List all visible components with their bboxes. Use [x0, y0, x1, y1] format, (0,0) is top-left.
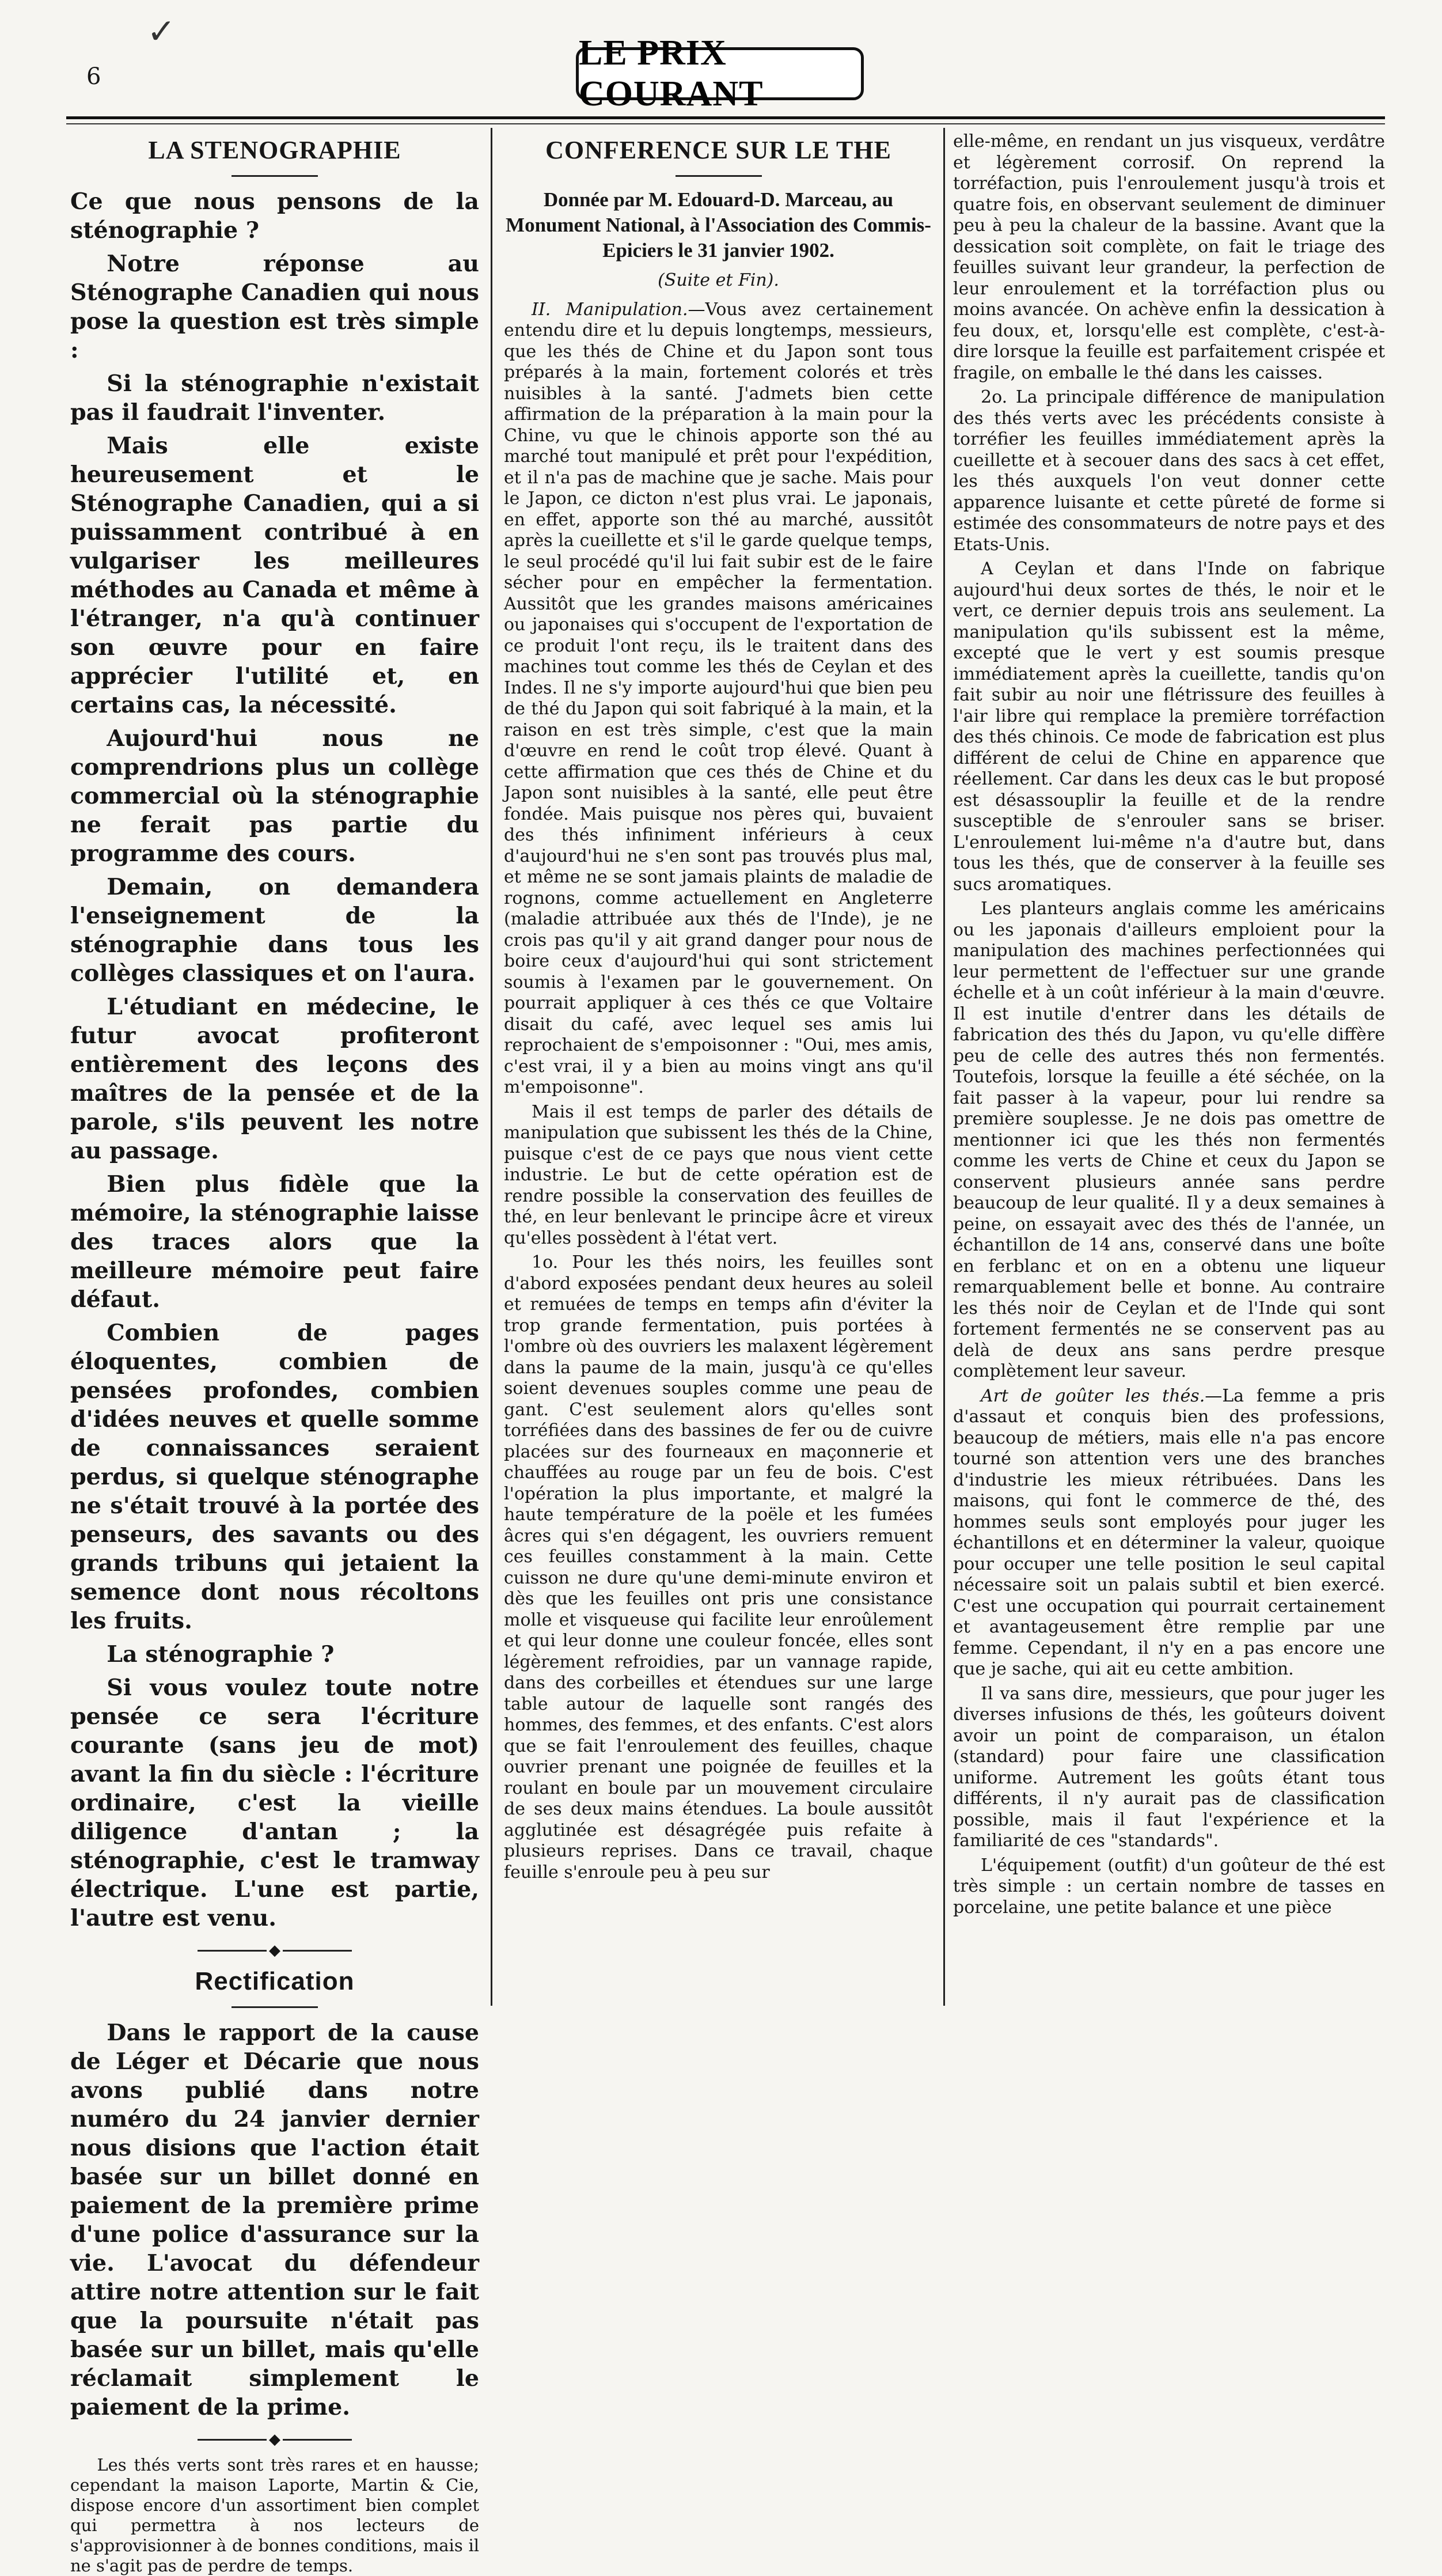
- logo-text: LE PRIX COURANT: [579, 33, 764, 113]
- paragraph: La sténographie ?: [107, 1641, 335, 1668]
- newspaper-logo: [576, 33, 864, 113]
- article-title-stenographie: LA STENOGRAPHIE: [148, 136, 401, 164]
- page-number: 6: [86, 63, 101, 90]
- paragraph: II. Manipulation.—Vous avez certainement entendu dire et lu depuis longtemps, messieurs, que les thés de Chine et du Japon sont tous préparés à la main, fortement colorés et très nuisibles à la santé. J'admets bien cette affirmation de la préparation à la main pour la Chine, vu que le chinois apporte son thé au marché tout manipulé et prêt pour l'expédition, et il n'a pas de machine que je sache. Mais pour le Japon, ce dicton n'est plus vrai. Le japonais, en effet, apporte son thé au marché, aussitôt après la cueillette et s'il le garde quelque temps, le seul procédé qu'il lui fait subir est de le faire sécher pour en empêcher la fermentation. Aussitôt que les grandes maisons américaines ou japonaises qui s'occupent de l'exportation de ce produit l'ont reçu, ils le traitent dans des machines tout comme les thés de Ceylan et des Indes. Il ne s'y importe aujourd'hui que bien peu de thé du Japon qui soit fabriqué à la main, et la raison en est très simple, c'est que la main d'œuvre en rend le coût trop élevé. Quant à cette affirmation que ces thés de Chine et du Japon sont nuisibles à la santé, elle peut être fondée. Mais puisque nos pères qui, buvaient des thés infiniment inférieurs à ceux d'aujourd'hui ne s'en sont pas trouvés plus mal, et même ne se sont jamais plaints de maladie de rognons, comme actuellement en Angleterre (maladie attribuée aux thés de l'Inde), je ne crois pas qu'il y ait grand danger pour nous de boire ceux d'aujourd'hui qui sont strictement soumis à l'examen par le gouvernement. On pourrait appliquer à ces thés ce que Voltaire disait du café, avec lequel ses amis lui reprochaient de s'empoisonner : "Oui, mes amis, c'est vrai, il y a bien au moins vingt ans qu'il m'empoisonne".: [504, 299, 933, 1097]
- title-rule: [232, 175, 318, 177]
- paragraph: Si la sténographie n'existait pas il faudrait l'inventer.: [70, 370, 479, 426]
- title-rule: [232, 2006, 318, 2008]
- article-title-rectification: Rectification: [195, 1967, 355, 1995]
- pen-check-mark: ✓: [147, 12, 176, 52]
- header-rule: [66, 116, 1385, 119]
- paragraph: 1o. Pour les thés noirs, les feuilles sont d'abord exposées pendant deux heures au soleil et remuées de temps en temps afin d'éviter la trop grande fermentation, puis portées à l'ombre où des ouvriers les malaxent légèrement dans la paume de la main, jusqu'à ce qu'elles soient devenues souples comme une peau de gant. C'est seulement alors qu'elles sont torréfiées dans des bassines de fer ou de cuivre placées sur des fourneaux en maçonnerie et chauffées au rouge par un feu de bois. C'est l'opération la plus importante, et malgré la haute température de la poële et les fumées âcres qui s'en dégagent, les ouvriers remuent ces feuilles constamment à la main. Cette cuisson ne dure qu'une demi-minute environ et dès que les feuilles ont pris une consistance molle et visqueuse qui facilite leur enroûlement et qui leur donne une couleur foncée, elles sont légèrement refroidies, par un vannage rapide, dans des corbeilles et étendues sur une large table autour de laquelle sont rangés des hommes, des femmes, et des enfants. C'est alors que se fait l'enroulement des feuilles, chaque ouvrier prenant une poignée de feuilles et la roulant en boule par un mouvement circulaire de ses deux mains étendues. La boule aussitôt agglutinée est désagrégée puis refaite à plusieurs reprises. Dans ce travail, chaque feuille s'enroule peu à peu sur: [504, 1252, 933, 1882]
- paragraph: Aujourd'hui nous ne comprendrions plus un collège commercial où la sténographie ne ferait pas partie du programme des cours.: [70, 725, 479, 867]
- paragraph: Combien de pages éloquentes, combien de pensées profondes, combien d'idées neuves et quelle somme de connaissances seraient perdus, si quelque sténographe ne s'était trouvé à la portée des penseurs, des savants ou des grands tribuns qui jetaient la semence dont nous récoltons les fruits.: [70, 1320, 479, 1634]
- column-divider-2: [943, 128, 945, 2006]
- title-rule: [676, 175, 762, 177]
- paragraph: L'équipement (outfit) d'un goûteur de thé est très simple : un certain nombre de tasses en porcelaine, une petite balance et une pièce: [953, 1855, 1385, 1918]
- paragraph: A Ceylan et dans l'Inde on fabrique aujourd'hui deux sortes de thés, le noir et le vert, ce dernier depuis trois ans seulement. La manipulation qu'ils subissent est la même, excepté que le vert y est soumis presque immédiatement après la cueillette, tandis qu'on fait subir au noir une flétrissure des feuilles à l'air libre qui remplace la première torréfaction des thés chinois. Ce mode de fabrication est plus différent de celui de Chine en apparence que réellement. Car dans les deux cas le but proposé est désassouplir la feuille et de la rendre susceptible de s'enrouler sans se briser. L'enroulement lui-même n'a d'autre but, dans tous les thés, que de conserver à la feuille ses sucs aromatiques.: [953, 559, 1385, 895]
- section-lead: Art de goûter les thés.: [981, 1385, 1205, 1406]
- column-conference-the: [504, 131, 933, 2015]
- paragraph: Art de goûter les thés.—La femme a pris d'assaut et conquis bien des professions, beaucoup de métiers, mais elle n'a pas encore tourné son attention vers une des branches d'industrie les mieux rétribuées. Dans les maisons, qui font le commerce de thé, des hommes seuls sont employés pour juger les échantillons et en déterminer la valeur, quoique pour occuper une telle position le seul capital nécessaire soit un palais subtil et bien exercé. C'est une occupation qui pourrait certainement et avantageusement être remplie par une femme. Cependant, il n'y en a pas encore une que je sache, qui ait eu cette ambition.: [953, 1385, 1385, 1679]
- section-lead: II. Manipulation.: [532, 299, 688, 320]
- paragraph: L'étudiant en médecine, le futur avocat profiteront entièrement des leçons des maîtres de la pensée et de la parole, s'ils peuvent les notre au passage.: [70, 994, 479, 1164]
- paragraph: Bien plus fidèle que la mémoire, la sténographie laisse des traces alors que la meilleure mémoire peut faire défaut.: [70, 1171, 479, 1313]
- paragraph: elle-même, en rendant un jus visqueux, verdâtre et légèrement corrosif. On reprend la torréfaction, puis l'enroulement jusqu'à trois et quatre fois, en observant seulement de diminuer peu à peu la chaleur de la bassine. Avant que la dessication soit complète, on fait le triage des feuilles suivant leur grandeur, la perfection de leur enroulement et la torréfaction plus ou moins avancée. On achève enfin la dessication à feu doux, et, lorsqu'elle est complète, c'est-à-dire lorsque la feuille est parfaitement crispée et fragile, on emballe le thé dans les caisses.: [953, 131, 1385, 383]
- paragraph: Si vous voulez toute notre pensée ce sera l'écriture courante (sans jeu de mot) avant la fin du siècle : l'écriture ordinaire, c'est la vieille diligence d'antan ; la sténographie, c'est le tramway électrique. L'une est partie, l'autre est venu.: [70, 1675, 479, 1931]
- column-stenographie: [70, 131, 479, 2575]
- ornament-divider: ◆: [70, 1943, 479, 1958]
- paragraph: 2o. La principale différence de manipulation des thés verts avec les précédents consiste à torréfier les feuilles immédiatement après la cueillette et à secouer dans des sacs à cet effet, les thés auxquels l'on veut donner cette apparence luisante et cette pûreté de forme si estimée des consommateurs de notre pays et des Etats-Unis.: [953, 387, 1385, 555]
- continuation-note: (Suite et Fin).: [658, 270, 779, 290]
- header-rule-thin: [66, 123, 1385, 124]
- paragraph: Notre réponse au Sténographe Canadien qui nous pose la question est très simple :: [70, 251, 479, 363]
- ornament-divider: ◆: [70, 2432, 479, 2447]
- article-title-conference: CONFERENCE SUR LE THE: [545, 136, 891, 164]
- paragraph: Ce que nous pensons de la sténographie ?: [70, 188, 479, 244]
- masthead: [0, 0, 1442, 115]
- paragraph: Mais elle existe heureusement et le Sténographe Canadien, qui a si puissamment contribué à en vulgariser les meilleures méthodes au Canada et même à l'étranger, n'a qu'à continuer son œuvre pour en faire apprécier l'utilité et, en certains cas, la nécessité.: [70, 433, 479, 718]
- paragraph: Il va sans dire, messieurs, que pour juger les diverses infusions de thés, les goûteurs doivent avoir un point de comparaison, un étalon (standard) pour faire une classification uniforme. Autrement les goûts étant tous différents, il n'y aurait pas de classification possible, mais il faut l'expérience et la familiarité de ces "standards".: [953, 1683, 1385, 1851]
- column-conference-continued: [953, 131, 1385, 2015]
- article-subtitle: Donnée par M. Edouard-D. Marceau, au Monument National, à l'Association des Commis-Epiciers le 31 janvier 1902.: [506, 188, 931, 262]
- column-divider-1: [491, 128, 492, 2006]
- paragraph: Dans le rapport de la cause de Léger et Décarie que nous avons publié dans notre numéro du 24 janvier dernier nous disions que l'action était basée sur un billet donné en paiement de la première prime d'une police d'assurance sur la vie. L'avocat du défendeur attire notre attention sur le fait que la poursuite n'était pas basée sur un billet, mais qu'elle réclamait simplement le paiement de la prime.: [70, 2020, 479, 2420]
- paragraph: Mais il est temps de parler des détails de manipulation que subissent les thés de la Chine, puisque c'est de ce pays que nous vient cette industrie. Le but de cette opération est de rendre possible la conservation des feuilles de thé, en leur benlevant le principe âcre et vireux qu'elles possèdent à l'état vert.: [504, 1101, 933, 1248]
- advertisement-note: Les thés verts sont très rares et en hausse; cependant la maison Laporte, Martin & Cie, dispose encore d'un assortiment bien complet qui permettra à nos lecteurs de s'approvisionner à de bonnes conditions, mais il ne s'agit pas de perdre de temps.: [70, 2455, 479, 2575]
- paragraph: Demain, on demandera l'enseignement de la sténographie dans tous les collèges classiques et on l'aura.: [70, 874, 479, 987]
- paragraph: Les planteurs anglais comme les américains ou les japonais d'ailleurs emploient pour la manipulation des machines perfectionnées qui leur permettent de l'effectuer sur une grande échelle et à un coût inférieur à la main d'œuvre. Il est inutile d'entrer dans les détails de fabrication des thés du Japon, vu qu'elle diffère peu de celle des autres thés non fermentés. Toutefois, lorsque la feuille a été séchée, on la fait passer à la vapeur, pour lui rendre sa première souplesse. Je ne dois pas omettre de mentionner ici que les thés non fermentés comme les verts de Chine et ceux du Japon se conservent plusieurs année sans perdre beaucoup de leur qualité. Il y a deux semaines à peine, on essayait avec des thés de l'année, un échantillon de 14 ans, conservé dans une boîte en ferblanc et on en a obtenu une liqueur remarquablement belle et bonne. Au contraire les thés noir de Ceylan et de l'Inde qui sont fortement fermentés ne se conservent pas au delà de deux ans sans perdre presque complètement leur saveur.: [953, 899, 1385, 1381]
